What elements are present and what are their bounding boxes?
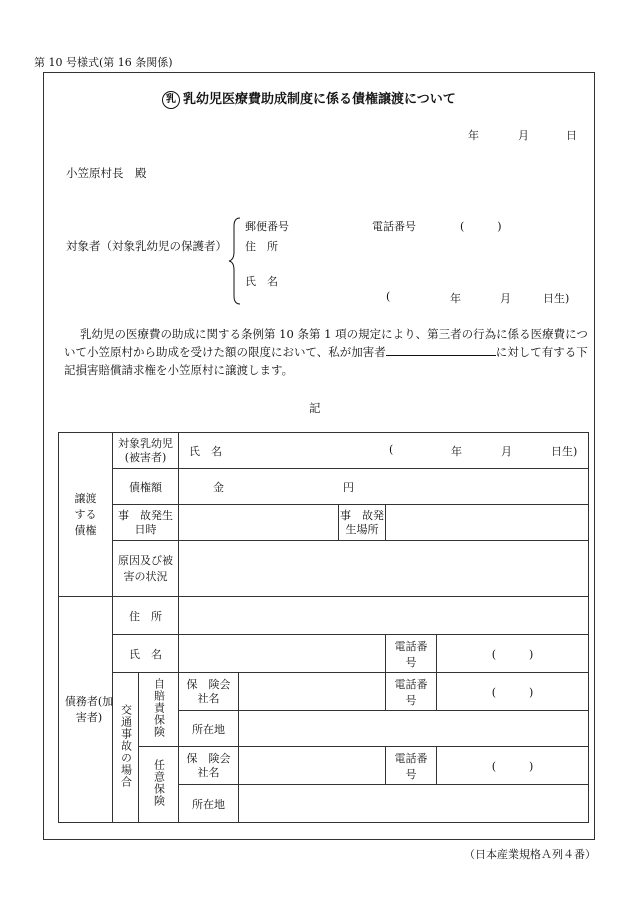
addressee: 小笠原村長 殿: [66, 166, 147, 180]
nini-location-label: 所在地: [179, 785, 239, 823]
statement-part1: 乳幼児の医療費の助成に関する条例第 10 条第 1 項の規定により、第三者の行為に係る医療費について小笠原村から助成を受けた額の限度において、私が加害者: [64, 327, 588, 359]
form-number: 第 10 号様式(第 16 条関係): [34, 56, 173, 69]
accident-date-label: 事 故発生日時: [113, 505, 179, 541]
date-year: 年: [468, 129, 479, 142]
perpetrator-blank: [386, 344, 496, 356]
nini-phone-cell[interactable]: ( ): [437, 747, 589, 785]
cause-cell[interactable]: [179, 541, 589, 597]
nini-insurer-cell[interactable]: [239, 747, 386, 785]
phone-label: 電話番号: [372, 220, 416, 233]
jibaiseki-insurer-cell[interactable]: [239, 673, 386, 711]
nini-phone-label: 電話番号: [386, 747, 437, 785]
postal-label: 郵便番号: [245, 220, 289, 233]
debtor-address-cell[interactable]: [179, 597, 589, 635]
birth-month: 月: [500, 292, 511, 305]
birth-open: (: [386, 290, 391, 303]
nyu-circle-icon: 乳: [162, 91, 180, 109]
nini-location-cell[interactable]: [239, 785, 589, 823]
ki-label: 記: [309, 401, 321, 415]
debtor-address-label: 住 所: [113, 597, 179, 635]
statement-part2: に対して有する下記損害賠償請求権を小笠原村に譲渡します。: [64, 345, 588, 377]
applicant-label: 対象者（対象乳幼児の保護者）: [66, 239, 227, 253]
birth-day: 日生): [543, 292, 570, 305]
jibaiseki-phone-label: 電話番号: [386, 673, 437, 711]
date-month: 月: [518, 129, 529, 142]
accident-place-cell[interactable]: [386, 505, 589, 541]
cause-label: 原因及び被害の状況: [113, 541, 179, 597]
nini-label: 任意保険: [139, 747, 179, 823]
jibaiseki-label: 自賠責保険: [139, 673, 179, 747]
accident-date-cell[interactable]: [179, 505, 339, 541]
statement: [64, 325, 590, 379]
birth-year: 年: [450, 292, 461, 305]
jibaiseki-location-label: 所在地: [179, 711, 239, 747]
page-title: [162, 88, 456, 109]
title-text: 乳幼児医療費助成制度に係る債権譲渡について: [183, 92, 456, 107]
date-day: 日: [566, 129, 577, 142]
section-debtor: 債務者(加害者): [59, 597, 113, 823]
claim-table: [58, 432, 589, 823]
nini-insurer-label: 保 険会社名: [179, 747, 239, 785]
section-transfer-claim: 譲渡する債権: [59, 433, 113, 597]
claim-amount-cell[interactable]: 金 円: [179, 469, 589, 505]
paper-size-note: （日本産業規格Ａ列４番）: [464, 848, 596, 861]
address-label: 住 所: [245, 240, 278, 253]
phone-paren: ( ): [460, 220, 502, 233]
infant-label: 対象乳幼児(被害者): [113, 433, 179, 469]
name-label: 氏 名: [245, 275, 278, 288]
debtor-name-label: 氏 名: [113, 635, 179, 673]
brace-icon: [227, 216, 243, 306]
debtor-name-cell[interactable]: [179, 635, 386, 673]
claim-amount-label: 債権額: [113, 469, 179, 505]
jibaiseki-location-cell[interactable]: [239, 711, 589, 747]
jibaiseki-insurer-label: 保 険会社名: [179, 673, 239, 711]
debtor-phone-label: 電話番号: [386, 635, 437, 673]
jibaiseki-phone-cell[interactable]: ( ): [437, 673, 589, 711]
traffic-accident-label: 交通事故の場合: [113, 673, 139, 823]
accident-place-label: 事 故発生場所: [339, 505, 386, 541]
debtor-phone-cell[interactable]: ( ): [437, 635, 589, 673]
infant-name-cell[interactable]: 氏 名 ( 年 月 日生): [179, 433, 589, 469]
